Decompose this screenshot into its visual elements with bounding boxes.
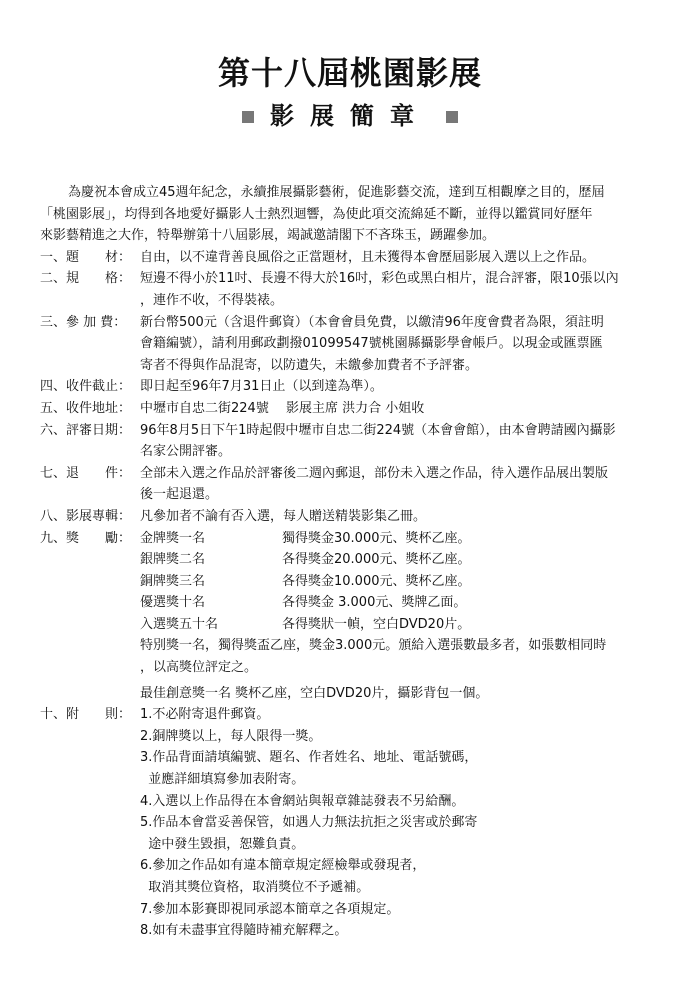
item-line: 96年8月5日下午1時起假中壢市自忠二街224號（本會會館），由本會聘請國內攝影 bbox=[140, 422, 616, 438]
square-bullet-icon bbox=[242, 111, 254, 123]
item-format bbox=[40, 268, 670, 311]
item-line: 新台幣500元（含退件郵資）（本會會員免費，以繳清96年度會費者為限，須註明 bbox=[140, 314, 604, 330]
rule-line: 7.參加本影賽即視同承認本簡章之各項規定。 bbox=[140, 901, 400, 917]
award-name: 優選獎十名 bbox=[140, 595, 206, 611]
item-rules bbox=[40, 704, 670, 942]
item-label: 七、退 件： bbox=[40, 465, 132, 481]
award-prize: 各得獎金20.000元、獎杯乙座。 bbox=[282, 552, 471, 568]
brochure-body bbox=[40, 182, 670, 942]
item-label: 二、規 格： bbox=[40, 271, 132, 287]
item-line: 全部未入選之作品於評審後二週內郵退，部份未入選之作品，待入選作品展出製版 bbox=[140, 465, 609, 481]
creative-award-line: 最佳創意獎一名 獎杯乙座，空白DVD20片，攝影背包一個。 bbox=[140, 685, 489, 701]
rule-line: 途中發生毀損，恕難負責。 bbox=[140, 836, 305, 852]
award-prize: 各得獎狀一幀，空白DVD20片。 bbox=[282, 616, 471, 632]
item-line: 自由，以不違背善良風俗之正當題材，且未獲得本會歷屆影展入選以上之作品。 bbox=[140, 249, 596, 265]
item-line: 短邊不得小於11吋、長邊不得大於16吋，彩色或黑白相片，混合評審，限10張以內 bbox=[140, 271, 619, 287]
item-line: 名家公開評審。 bbox=[140, 444, 232, 460]
rule-line: 5.作品本會當妥善保管，如遇人力無法抗拒之災害或於郵寄 bbox=[140, 815, 478, 831]
rule-line: 並應詳細填寫參加表附寄。 bbox=[140, 772, 305, 788]
page-title: 第十八屆桃園影展 bbox=[217, 54, 482, 92]
rule-line: 1.不必附寄退件郵資。 bbox=[140, 707, 270, 723]
item-label: 五、收件地址： bbox=[40, 400, 132, 416]
rule-line: 4.入選以上作品得在本會網站與報章雜誌發表不另給酬。 bbox=[140, 793, 465, 809]
item-line: 凡參加者不論有否入選，每人贈送精裝影集乙冊。 bbox=[140, 508, 427, 524]
item-deadline bbox=[40, 376, 670, 398]
page-subtitle bbox=[0, 96, 700, 131]
item-line: 即日起至96年7月31日止（以到達為準）。 bbox=[140, 379, 383, 395]
item-label: 十、附 則： bbox=[40, 707, 132, 723]
award-row bbox=[140, 528, 670, 550]
intro-paragraph bbox=[40, 182, 670, 247]
item-subject bbox=[40, 247, 670, 269]
item-label: 四、收件截止： bbox=[40, 379, 132, 395]
item-label: 三、參 加 費： bbox=[40, 314, 127, 330]
rule-line: 取消其獎位資格，取消獎位不予遞補。 bbox=[140, 880, 370, 895]
item-label: 九、獎 勵： bbox=[40, 530, 132, 546]
award-row bbox=[140, 549, 670, 571]
award-row bbox=[140, 592, 670, 614]
item-label: 六、評審日期： bbox=[40, 422, 132, 438]
item-label: 一、題 材： bbox=[40, 249, 132, 265]
item-line: 後一起退還。 bbox=[140, 487, 219, 503]
special-award-line: 特別獎一名，獨得獎盃乙座，獎金3.000元。頒給入選張數最多者，如張數相同時 bbox=[140, 638, 607, 654]
item-fee bbox=[40, 312, 670, 377]
rule-line: 6.參加之作品如有違本簡章規定經檢舉或發現者， bbox=[140, 858, 426, 874]
item-return bbox=[40, 463, 670, 506]
rule-line: 2.銅牌獎以上，每人限得一獎。 bbox=[140, 728, 322, 744]
rule-line: 3.作品背面請填編號、題名、作者姓名、地址、電話號碼， bbox=[140, 750, 478, 766]
award-prize: 各得獎金10.000元、獎杯乙座。 bbox=[282, 573, 471, 589]
intro-line: 為慶祝本會成立45週年紀念，永續推展攝影藝術，促進影藝交流，達到互相觀摩之目的，歷屆 bbox=[68, 185, 605, 200]
item-line: ，連作不收，不得裝裱。 bbox=[140, 292, 284, 308]
item-line: 寄者不得與作品混寄，以防遺失，未繳參加費者不予評審。 bbox=[140, 357, 479, 373]
item-line: 會籍編號），請利用郵政劃撥01099547號桃園縣攝影學會帳戶。以現金或匯票匯 bbox=[140, 336, 603, 352]
award-prize: 獨得獎金30.000元、獎杯乙座。 bbox=[282, 530, 471, 546]
award-name: 金牌獎一名 bbox=[140, 530, 206, 546]
subtitle-text: 影展簡章 bbox=[270, 102, 430, 130]
item-awards bbox=[40, 528, 670, 705]
item-line: 中壢市自忠二街224號 影展主席 洪力合 小姐收 bbox=[140, 400, 425, 416]
award-row bbox=[140, 571, 670, 593]
item-label: 八、影展專輯： bbox=[40, 508, 132, 524]
intro-line: 來影藝精進之大作，特舉辦第十八屆影展，竭誠邀請閣下不吝珠玉，踴躍參加。 bbox=[40, 228, 496, 244]
special-award-line: ，以高獎位評定之。 bbox=[140, 660, 258, 676]
item-album bbox=[40, 506, 670, 528]
award-row bbox=[140, 614, 670, 636]
award-name: 銀牌獎二名 bbox=[140, 552, 206, 568]
item-judging-date bbox=[40, 420, 670, 463]
rule-line: 8.如有未盡事宜得隨時補充解釋之。 bbox=[140, 923, 348, 939]
intro-line: 「桃園影展」，均得到各地愛好攝影人士熱烈迴響，為使此項交流綿延不斷，並得以鑑賞同好歷年 bbox=[40, 206, 593, 222]
award-prize: 各得獎金 3.000元、獎牌乙面。 bbox=[282, 595, 467, 611]
item-address bbox=[40, 398, 670, 420]
award-name: 入選獎五十名 bbox=[140, 616, 219, 632]
award-name: 銅牌獎三名 bbox=[140, 573, 206, 589]
square-bullet-icon bbox=[446, 111, 458, 123]
